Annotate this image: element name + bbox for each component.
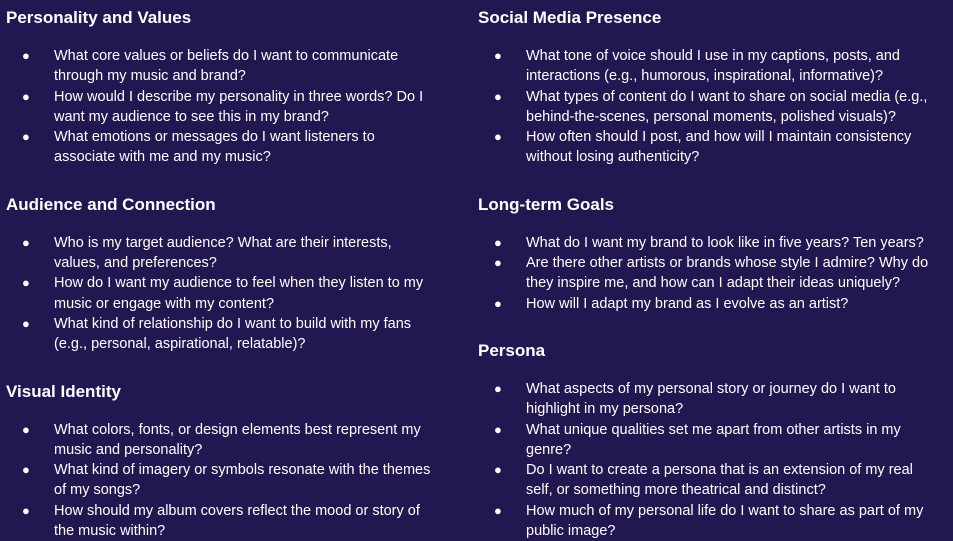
question-item (478, 127, 948, 168)
section-spacer (478, 168, 948, 187)
question-text: What kind of relationship do I want to build with my fans (e.g., personal, aspirational, relatable)? (54, 315, 412, 353)
question-text: What emotions or messages do I want listeners to associate with me and my music? (54, 129, 375, 166)
section-heading: Persona (478, 340, 546, 360)
question-item (6, 273, 466, 314)
question-text: What unique qualities set me apart from other artists in my genre? (526, 421, 901, 458)
question-text: How much of my personal life do I want to share as part of my public image? (526, 502, 924, 540)
left-column (6, 0, 466, 541)
section-heading: Personality and Values (6, 8, 192, 27)
question-list (478, 233, 948, 314)
question-item (478, 87, 948, 128)
bullet-icon: ● (22, 88, 30, 104)
bullet-icon: ● (494, 129, 502, 145)
question-item (478, 420, 948, 461)
bullet-icon: ● (22, 275, 30, 291)
bullet-icon: ● (22, 462, 30, 478)
section-spacer (6, 168, 466, 187)
section-personality-and-values (6, 0, 466, 168)
bullet-icon: ● (494, 234, 502, 250)
section-long-term-goals (478, 187, 948, 314)
question-item (478, 379, 948, 420)
question-text: How should my album covers reflect the mood or story of the music within? (54, 502, 420, 540)
question-list (6, 420, 466, 541)
question-text: What types of content do I want to share on social media (e.g., behind-the-scenes, personal moments, polished visuals)? (526, 88, 928, 125)
question-list (6, 46, 466, 168)
question-text: How would I describe my personality in three words? Do I want my audience to see this in my brand? (54, 88, 424, 125)
question-item (478, 501, 948, 541)
bullet-icon: ● (494, 48, 502, 63)
question-list (478, 379, 948, 541)
bullet-icon: ● (494, 88, 502, 104)
section-heading: Social Media Presence (478, 8, 662, 27)
question-text: How do I want my audience to feel when they listen to my music or engage with my content? (54, 275, 424, 312)
question-list (478, 46, 948, 168)
question-text: Do I want to create a persona that is an extension of my real self, or something more theatrical and distinct? (526, 462, 913, 499)
question-text: What core values or beliefs do I want to communicate through my music and brand? (54, 48, 399, 85)
question-item (478, 233, 948, 253)
bullet-icon: ● (22, 315, 30, 331)
question-item (478, 253, 948, 294)
bullet-icon: ● (494, 462, 502, 478)
question-item (6, 87, 466, 128)
right-column (478, 0, 948, 541)
bullet-icon: ● (494, 380, 502, 396)
question-text: What colors, fonts, or design elements best represent my music and personality? (54, 421, 421, 458)
section-heading: Long-term Goals (478, 194, 615, 214)
question-text: What kind of imagery or symbols resonate with the themes of my songs? (54, 462, 431, 499)
bullet-icon: ● (22, 502, 30, 518)
question-item (478, 460, 948, 501)
section-social-media-presence (478, 0, 948, 168)
question-item (6, 460, 466, 501)
bullet-icon: ● (22, 421, 30, 437)
bullet-icon: ● (22, 129, 30, 145)
question-text: What aspects of my personal story or journey do I want to highlight in my persona? (526, 380, 896, 418)
question-list (6, 233, 466, 355)
question-text: Who is my target audience? What are their interests, values, and preferences? (54, 234, 392, 272)
section-spacer (478, 314, 948, 333)
bullet-icon: ● (494, 255, 502, 271)
question-item (6, 501, 466, 541)
bullet-icon: ● (494, 295, 502, 311)
question-item (6, 127, 466, 168)
bullet-icon: ● (22, 234, 30, 250)
question-text: How often should I post, and how will I maintain consistency without losing authenticity? (526, 129, 912, 166)
section-heading: Visual Identity (6, 381, 121, 401)
section-spacer (6, 355, 466, 374)
bullet-icon: ● (494, 502, 502, 518)
question-item (478, 294, 948, 314)
question-item (6, 420, 466, 461)
section-heading: Audience and Connection (6, 194, 216, 214)
question-item (6, 233, 466, 274)
bullet-icon: ● (22, 48, 30, 63)
question-item (478, 46, 948, 87)
question-item (6, 314, 466, 355)
section-visual-identity (6, 374, 466, 541)
question-text: How will I adapt my brand as I evolve as an artist? (526, 295, 849, 312)
question-text: Are there other artists or brands whose style I admire? Why do they inspire me, and how can I adapt their ideas uniquely? (526, 255, 929, 292)
section-persona (478, 333, 948, 541)
bullet-icon: ● (494, 421, 502, 437)
question-text: What do I want my brand to look like in five years? Ten years? (526, 234, 924, 251)
question-item (6, 46, 466, 87)
section-audience-and-connection (6, 187, 466, 355)
question-text: What tone of voice should I use in my captions, posts, and interactions (e.g., humorous, inspirational, informative)? (526, 48, 900, 85)
